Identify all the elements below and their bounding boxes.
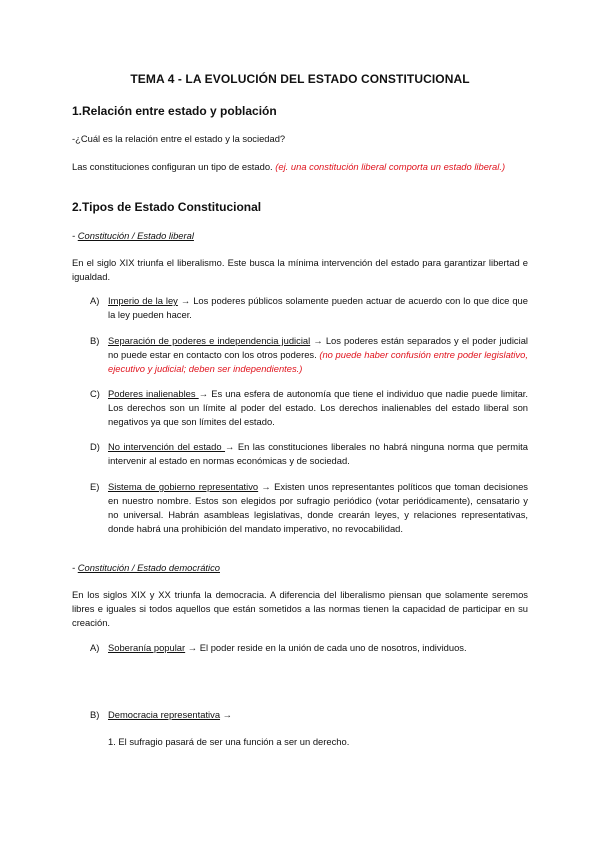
section1-paragraph [72,160,528,174]
item-term: Democracia representativa [108,709,221,720]
arrow-icon: → [310,335,326,346]
arrow-icon: → [225,441,238,452]
item-text: Los poderes públicos solamente pueden actuar de acuerdo con lo que dice que la ley pueden hacer. [108,295,528,320]
democratico-item-a [90,641,528,655]
democratico-subitem: 1. El sufragio pasará de ser una función a ser un derecho. [108,736,350,747]
section1-question: -¿Cuál es la relación entre el estado y la sociedad? [72,133,286,144]
item-text: Es una esfera de autonomía que tiene el individuo que nadie puede limitar. Los derechos son un límite al poder del estado. Los derechos inalienables del estado liberal son negativos ya que son límites del estado. [108,388,528,427]
item-term: Imperio de la ley [108,295,178,306]
item-term: No intervención del estado [108,441,226,452]
democratico-item-b [90,708,528,722]
item-text: En las constituciones liberales no habrá ninguna norma que permita intervenir al estado en normas económicas y de sociedad. [108,441,529,466]
item-term: Sistema de gobierno representativo [108,481,259,492]
item-text: El poder reside en la unión de cada uno de nosotros, individuos. [199,642,467,653]
item-term: Separación de poderes e independencia judicial [108,335,311,346]
item-text: Los poderes están separados y el poder judicial no puede estar en contacto con los otros poderes. [108,335,528,360]
arrow-icon: → [220,709,233,720]
democratico-subheading-line [72,561,528,575]
liberal-dash: - [72,230,78,241]
arrow-icon: → [177,295,194,306]
liberal-item-a [90,294,528,322]
democratico-dash: - [72,562,78,573]
section1-heading: 1.Relación entre estado y población [72,104,277,118]
document-title: TEMA 4 - LA EVOLUCIÓN DEL ESTADO CONSTITUCIONAL [130,72,470,86]
section1-note: (ej. una constitución liberal comporta un estado liberal.) [275,161,506,172]
liberal-subheading: Constitución / Estado liberal [77,230,194,241]
item-marker: E) [90,481,100,492]
arrow-icon: → [198,388,212,399]
item-marker: D) [90,441,100,452]
item-term: Poderes inalienables [108,388,199,399]
item-marker: B) [90,709,100,720]
item-term: Soberanía popular [108,642,186,653]
liberal-item-c [90,387,528,429]
democratico-intro: En los siglos XIX y XX triunfa la democracia. A diferencia del liberalismo piensan que solamente seremos libres e iguales si todos aquellos que están sometidos a las normas tienen la capacidad de participar en su creación. [72,589,528,628]
item-note: (no puede haber confusión entre poder legislativo, ejecutivo y judicial; deben ser independientes.) [108,349,528,374]
item-marker: A) [90,642,100,653]
section2-heading: 2.Tipos de Estado Constitucional [72,200,262,214]
liberal-intro: En el siglo XIX triunfa el liberalismo. Este busca la mínima intervención del estado para garantizar libertad e igualdad. [72,257,528,282]
section1-text: Las constituciones configuran un tipo de estado. [72,161,273,172]
item-text: Existen unos representantes políticos que toman decisiones en nuestro nombre. Estos son elegidos por sufragio periódico (votar periódicamente), censatario y no universal. Habrán asambleas legislativas, donde crearán leyes, y relaciones representativas, donde habrá una prohibición del mandato imperativo, no revocabilidad. [108,481,528,534]
arrow-icon: → [258,481,275,492]
liberal-item-d [90,440,528,468]
liberal-item-e [90,480,528,536]
arrow-icon: → [185,642,200,653]
liberal-item-b [90,334,528,376]
democratico-subheading: Constitución / Estado democrático [77,562,220,573]
liberal-subheading-line [72,229,528,243]
item-marker: A) [90,295,100,306]
item-marker: C) [90,388,100,399]
item-marker: B) [90,335,100,346]
